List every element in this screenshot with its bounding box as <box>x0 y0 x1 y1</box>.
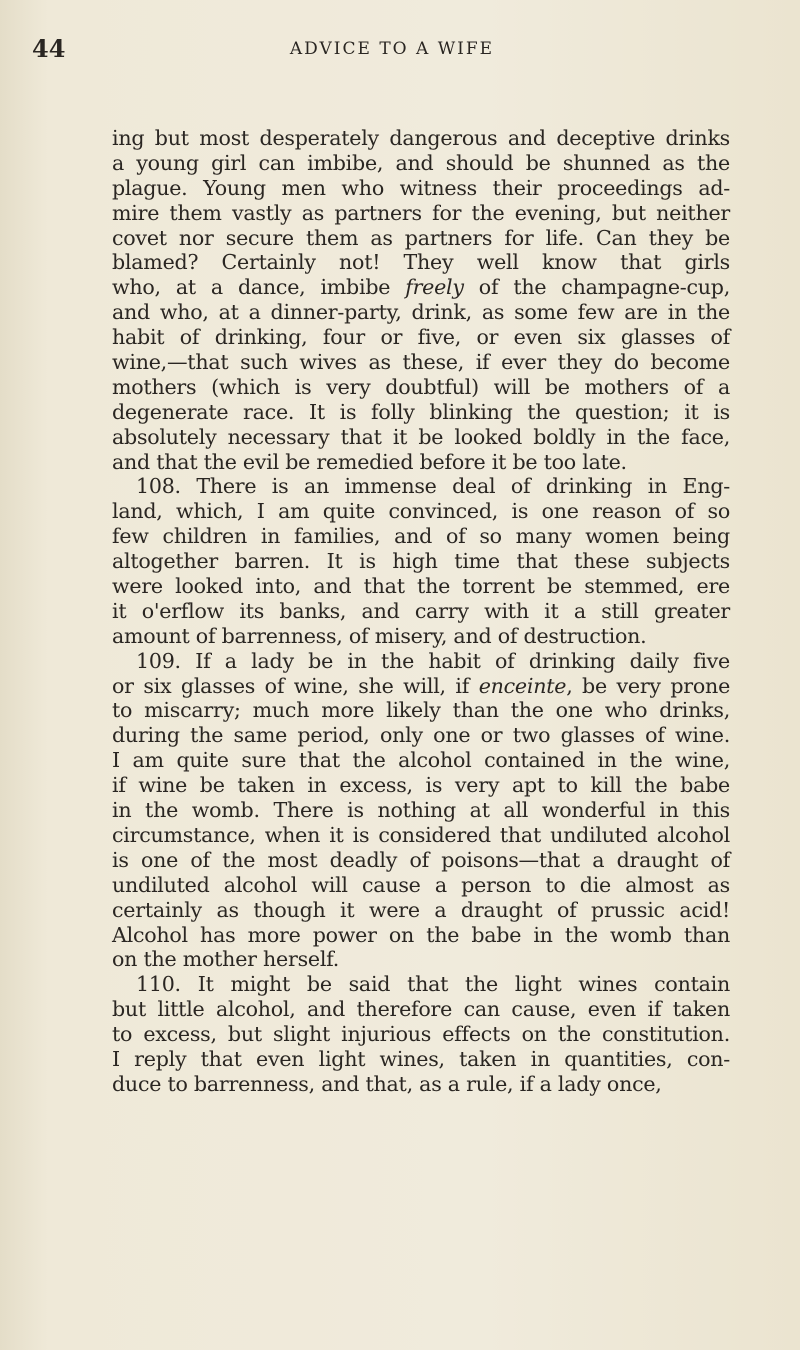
text-line: altogether barren. It is high time that these subjects <box>112 549 730 574</box>
text-line: is one of the most deadly of poisons—that a draught of <box>112 847 730 872</box>
text-line: in the womb. There is nothing at all wonderful in this <box>112 798 730 823</box>
text-line: and that the evil be remedied before it be too late. <box>112 449 627 474</box>
text-line: ing but most desperately dangerous and deceptive drinks <box>112 126 730 150</box>
text-line: it o'erflow its banks, and carry with it a still greater <box>112 598 730 623</box>
text-line: I reply that even light wines, taken in quantities, con- <box>112 1046 730 1071</box>
text-line: on the mother herself. <box>112 947 340 972</box>
text-line: habit of drinking, four or five, or even six glasses of <box>112 325 730 350</box>
text-line: during the same period, only one or two glasses of wine. <box>112 723 730 748</box>
text-line: to excess, but slight injurious effects on the constitution. <box>112 1022 730 1047</box>
text-line: to miscarry; much more likely than the one who drinks, <box>112 698 730 723</box>
text-line: undiluted alcohol will cause a person to die almost as <box>112 872 730 897</box>
text-line: plague. Young men who witness their proceedings ad- <box>112 175 730 200</box>
text-line: degenerate race. It is folly blinking the question; it is <box>112 399 730 424</box>
text-line: wine,—that such wives as these, if ever they do become <box>112 350 730 375</box>
body-text <box>112 126 730 1097</box>
text-line: 110. It might be said that the light wines contain <box>136 972 730 997</box>
running-head: ADVICE TO A WIFE <box>289 39 495 59</box>
text-line: few children in families, and of so many women being <box>112 524 730 549</box>
text-line: and who, at a dinner-party, drink, as some few are in the <box>112 300 730 325</box>
text-line: if wine be taken in excess, is very apt to kill the babe <box>112 773 730 798</box>
page-number: 44 <box>32 34 66 63</box>
text-line: were looked into, and that the torrent be stemmed, ere <box>112 574 730 599</box>
text-line: who, at a dance, imbibe freely of the champagne-cup, <box>112 275 730 300</box>
page-header <box>32 34 752 74</box>
text-line: land, which, I am quite convinced, is one reason of so <box>112 499 730 524</box>
text-line: certainly as though it were a draught of prussic acid! <box>112 897 730 922</box>
italic-term: freely <box>405 275 464 300</box>
text-line: 109. If a lady be in the habit of drinking daily five <box>136 648 730 673</box>
text-line: mothers (which is very doubtful) will be mothers of a <box>112 374 730 399</box>
text-line: circumstance, when it is considered that undiluted alcohol <box>112 822 730 847</box>
text-line: 108. There is an immense deal of drinking in Eng- <box>136 474 730 499</box>
text-line: mire them vastly as partners for the evening, but neither <box>112 200 730 225</box>
text-line: amount of barrenness, of misery, and of destruction. <box>112 623 647 648</box>
text-line: but little alcohol, and therefore can cause, even if taken <box>112 997 730 1022</box>
text-line: absolutely necessary that it be looked boldly in the face, <box>112 424 730 449</box>
text-line: covet nor secure them as partners for life. Can they be <box>112 225 730 250</box>
text-line: blamed? Certainly not! They well know that girls <box>112 250 730 275</box>
text-line: Alcohol has more power on the babe in the womb than <box>112 922 730 947</box>
italic-term: enceinte <box>478 673 567 698</box>
text-line: a young girl can imbibe, and should be shunned as the <box>112 150 730 175</box>
text-line: I am quite sure that the alcohol contained in the wine, <box>112 748 730 773</box>
text-line: or six glasses of wine, she will, if enceinte, be very prone <box>112 673 731 698</box>
text-line: duce to barrenness, and that, as a rule, if a lady once, <box>112 1071 662 1096</box>
